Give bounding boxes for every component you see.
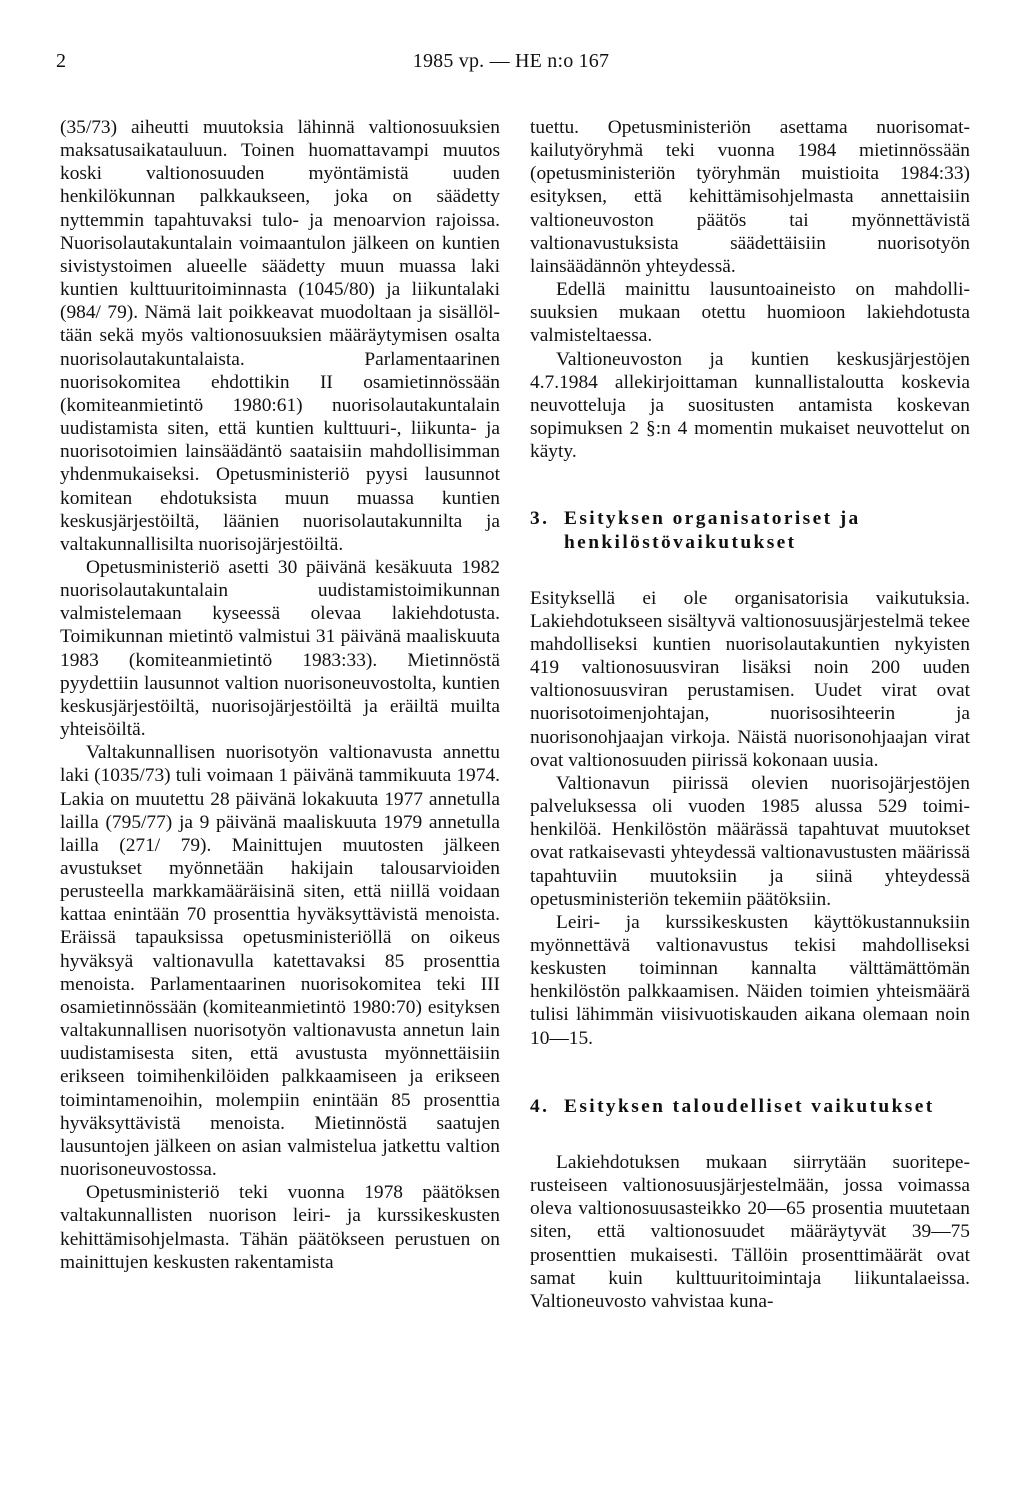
paragraph: Opetusministeriö teki vuonna 1978 päätöksen valtakunnallisten nuorison leiri- ja kurssikeskusten kehittämisohjelmasta. Tähän päätökseen perustuen on mainittujen keskusten rakentamista: [60, 1182, 500, 1273]
page-number: 2: [56, 50, 66, 72]
paragraph: Leiri- ja kurssikeskusten käyttökustannuksiin myönnettävä valtionavustus tekisi mahdolliseksi keskusten toiminnan kannalta välttämättömän henkilöstön palkkaamisen. Näiden toimien yhteismäärä tulisi lähimmän viisivuotiskauden aikana olemaan noin 10—15.: [530, 911, 970, 1049]
running-title: 1985 vp. — HE n:o 167: [412, 50, 610, 72]
paragraph: Esityksellä ei ole organisatorisia vaikutuksia. Lakiehdotukseen sisältyvä valtionosuusjärjestelmä tekee mahdolliseksi kuntien nuorisolautakuntien nykyisten 419 valtionosuusviran lisäksi noin 200 uuden valtionosuusviran perustamisen. Uudet virat ovat nuorisotoimenjohtajan, nuorisosihteerin ja nuorisonohjaajan virkoja. Näistä nuorisonohjaajan virat ovat valtionosuuden piirissä kokonaan uusia.: [530, 587, 970, 771]
section-heading-4: [530, 1095, 970, 1118]
paragraph: Opetusministeriö asetti 30 päivänä kesäkuuta 1982 nuorisolautakuntalain uudistamistoimikunnan valmistelemaan kyseessä olevaa lakiehdotusta. Toimikunnan mietintö valmistui 31 päivänä maaliskuuta 1983 (komiteanmietintö 1983:33). Mietinnöstä pyydettiin lausunnot valtion nuorisoneuvostolta, kuntien keskusjärjestöiltä, nuorisojärjestöiltä ja eräiltä muilta yhteisöiltä.: [60, 556, 500, 741]
paragraph: (35/73) aiheutti muutoksia lähinnä valtionosuuksien maksatusaikatauluun. Toinen huomattavampi muutos koski valtionosuuden myöntämistä uuden henkilökunnan palkkaukseen, joka on säädetty nyttemmin tapahtuvaksi tulo- ja menoarvion rajoissa. Nuorisolautakuntalain voimaantulon jälkeen on kuntien sivistystoimen alueelle säädetty muun muassa laki kuntien kulttuuritoiminnasta (1045/80) ja liikuntalaki (984/ 79). Nämä lait poikkeavat muodoltaan ja sisällöltään sekä myös valtionosuuksien määräytymisen osalta nuorisolautakuntalaista. Parlamentaarinen nuorisokomitea ehdottikin II osamietinnössään (komiteanmietintö 1980:61) nuorisolautakuntalain uudistamista siten, että kuntien kulttuuri-, liikunta- ja nuorisotoimien lainsäädäntö saataisiin mahdollisimman yhdenmukaiseksi. Opetusministeriö pyysi lausunnot komitean ehdotuksista muun muassa kuntien keskusjärjestöiltä, läänien nuorisolautakunnilta ja valtakunnallisilta nuorisojärjestöiltä.: [60, 117, 500, 555]
left-column: [60, 116, 500, 1274]
section-number: 3.: [530, 508, 550, 530]
paragraph: Edellä mainittu lausuntoaineisto on mahdollisuuksien mukaan otettu huomioon lakiehdotusta valmisteltaessa.: [530, 279, 970, 347]
paragraph: Valtionavun piirissä olevien nuorisojärjestöjen palveluksessa oli vuoden 1985 alussa 529 toimihenkilöä. Henkilöstön määrässä tapahtuvat muutokset ovat ratkaisevasti yhteydessä valtionavustusten määrissä tapahtuviin muutoksiin ja siinä yhteydessä opetusministeriön tekemiin päätöksiin.: [530, 772, 970, 910]
section-title: Esityksen organisatoriset ja henkilöstövaikutukset: [564, 508, 861, 553]
section-heading-3: [530, 507, 970, 553]
page-header: [56, 50, 966, 86]
section-number: 4.: [530, 1095, 550, 1117]
right-column: [530, 116, 970, 1313]
paragraph: Valtakunnallisen nuorisotyön valtionavusta annettu laki (1035/73) tuli voimaan 1 päivänä tammikuuta 1974. Lakia on muutettu 28 päivänä lokakuuta 1977 annetulla lailla (795/77) ja 9 päivänä maaliskuuta 1979 annetulla lailla (271/ 79). Mainittujen muutosten jälkeen avustukset myönnetään hakijain talousarvioiden perusteella markkamääräisinä siten, että niillä voidaan kattaa enintään 70 prosenttia hyväksyttävistä menoista. Eräissä tapauksissa opetusministeriöllä on oikeus hyväksyä valtionavulla katettavaksi 85 prosenttia menoista. Parlamentaarinen nuorisokomitea teki III osamietinnössään (komiteanmietintö 1980:70) esityksen valtakunnallisen nuorisotyön valtionavusta annetun lain uudistamisesta siten, että avustusta myönnettäisiin erikseen toimihenkilöiden palkkaamiseen ja erikseen toimintamenoihin, molempiin enintään 85 prosenttia hyväksyttävistä menoista. Mietinnöstä saatujen lausuntojen jälkeen on asian valmistelua jatkettu valtion nuorisoneuvostossa.: [60, 742, 500, 1181]
paragraph: tuettu. Opetusministeriön asettama nuorisomatkailutyöryhmä teki vuonna 1984 mietinnössään (opetusministeriön työryhmän muistioita 1984:33) esityksen, että kehittämisohjelmasta annettaisiin valtioneuvoston päätös tai myönnettävistä valtionavustuksista säädettäisiin nuorisotyön lainsäädännön yhteydessä.: [530, 117, 970, 277]
paragraph: Valtioneuvoston ja kuntien keskusjärjestöjen 4.7.1984 allekirjoittaman kunnallistaloutta koskevia neuvotteluja ja suositusten antamista koskevan sopimuksen 2 §:n 4 momentin mukaiset neuvottelut on käyty.: [530, 348, 970, 463]
paragraph: Lakiehdotuksen mukaan siirrytään suoriteperusteiseen valtionosuusjärjestelmään, jossa voimassa oleva valtionosuusasteikko 20—65 prosentia muutetaan siten, että valtionosuudet määräytyvät 39—75 prosenttien mukaisesti. Tällöin prosenttimäärät ovat samat kuin kulttuuritoimintaja liikuntalaeissa. Valtioneuvosto vahvistaa kuna-: [530, 1151, 970, 1312]
section-title: Esityksen taloudelliset vaikutukset: [564, 1095, 935, 1117]
